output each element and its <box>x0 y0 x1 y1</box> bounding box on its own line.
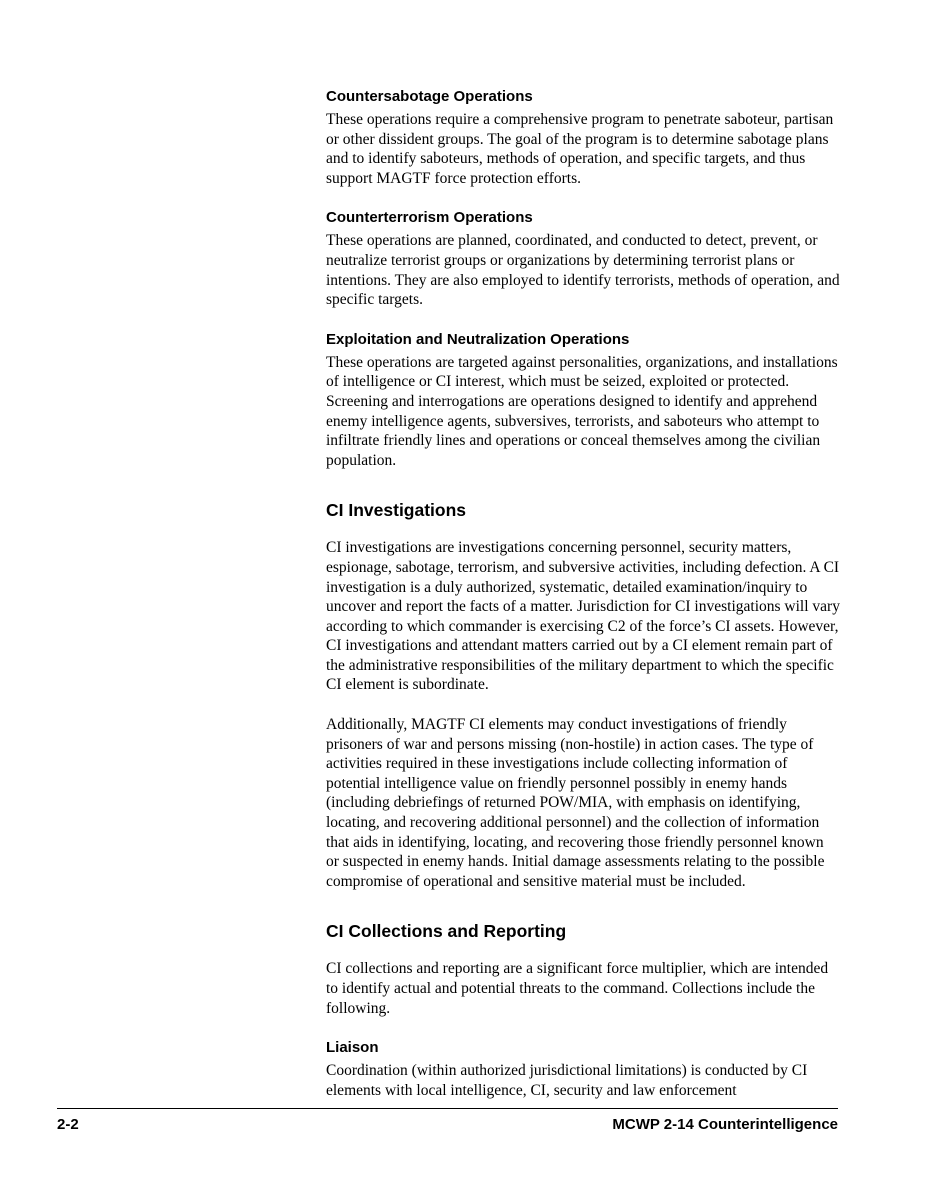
paragraph-ci-collections: CI collections and reporting are a significant force multiplier, which are intended to identify actual and potential threats to the command. Collections include the following. <box>326 960 829 1017</box>
heading-exploitation-neutralization-operations: Exploitation and Neutralization Operations <box>326 330 630 348</box>
paragraph-liaison: Coordination (within authorized jurisdictional limitations) is conducted by CI elements with local intelligence, CI, security and law enforcement <box>326 1062 808 1099</box>
heading-counterterrorism-operations: Counterterrorism Operations <box>326 209 533 227</box>
paragraph-counterterrorism: These operations are planned, coordinated, and conducted to detect, prevent, or neutralize terrorist groups or organizations by determining terrorist plans or intentions. They are also employed to identify terrorists, methods of operation, and specific targets. <box>326 232 840 309</box>
heading-ci-investigations: CI Investigations <box>326 500 467 521</box>
heading-liaison: Liaison <box>326 1039 379 1057</box>
page-footer <box>57 1116 838 1133</box>
footer-rule <box>57 1108 838 1109</box>
paragraph-ci-investigations-2: Additionally, MAGTF CI elements may conduct investigations of friendly prisoners of war and persons missing (non-hostile) in action cases. The type of activities required in these investigations include collecting information of potential intelligence value on friendly personnel possibly in enemy hands (including debriefings of returned POW/MIA, with emphasis on identifying, locating, and recovering additional personnel) and the collection of information that aids in identifying, locating, and recovering those friendly personnel known or suspected in enemy hands. Initial damage assessments relating to the possible compromise of operational and sensitive material must be included. <box>326 716 825 890</box>
page-content <box>326 88 840 1100</box>
paragraph-ci-investigations-1: CI investigations are investigations concerning personnel, security matters, espionage, sabotage, terrorism, and subversive activities, including defection. A CI investigation is a duly authorized, systematic, detailed examination/inquiry to uncover and report the facts of a matter. Jurisdiction for CI investigations will vary according to which commander is exercising C2 of the force’s CI assets. However, CI investigations and attendant matters carried out by a CI element remain part of the administrative responsibilities of the military department to which the specific CI element is subordinate. <box>326 539 840 694</box>
footer-page-number: 2-2 <box>57 1116 79 1133</box>
heading-countersabotage-operations: Countersabotage Operations <box>326 88 533 105</box>
heading-ci-collections-reporting: CI Collections and Reporting <box>326 921 567 942</box>
paragraph-countersabotage: These operations require a comprehensive program to penetrate saboteur, partisan or other dissident groups. The goal of the program is to determine sabotage plans and to identify saboteurs, methods of operation, and specific targets, and thus support MAGTF force protection efforts. <box>326 111 834 187</box>
paragraph-exploitation-neutralization: These operations are targeted against personalities, organizations, and installations of intelligence or CI interest, which must be seized, exploited or protected. Screening and interrogations are operations designed to identify and apprehend enemy intelligence agents, subversives, terrorists, and saboteurs who attempt to infiltrate friendly lines and operations or conceal themselves among the civilian population. <box>326 353 838 469</box>
footer-doc-title: MCWP 2-14 Counterintelligence <box>612 1116 838 1133</box>
